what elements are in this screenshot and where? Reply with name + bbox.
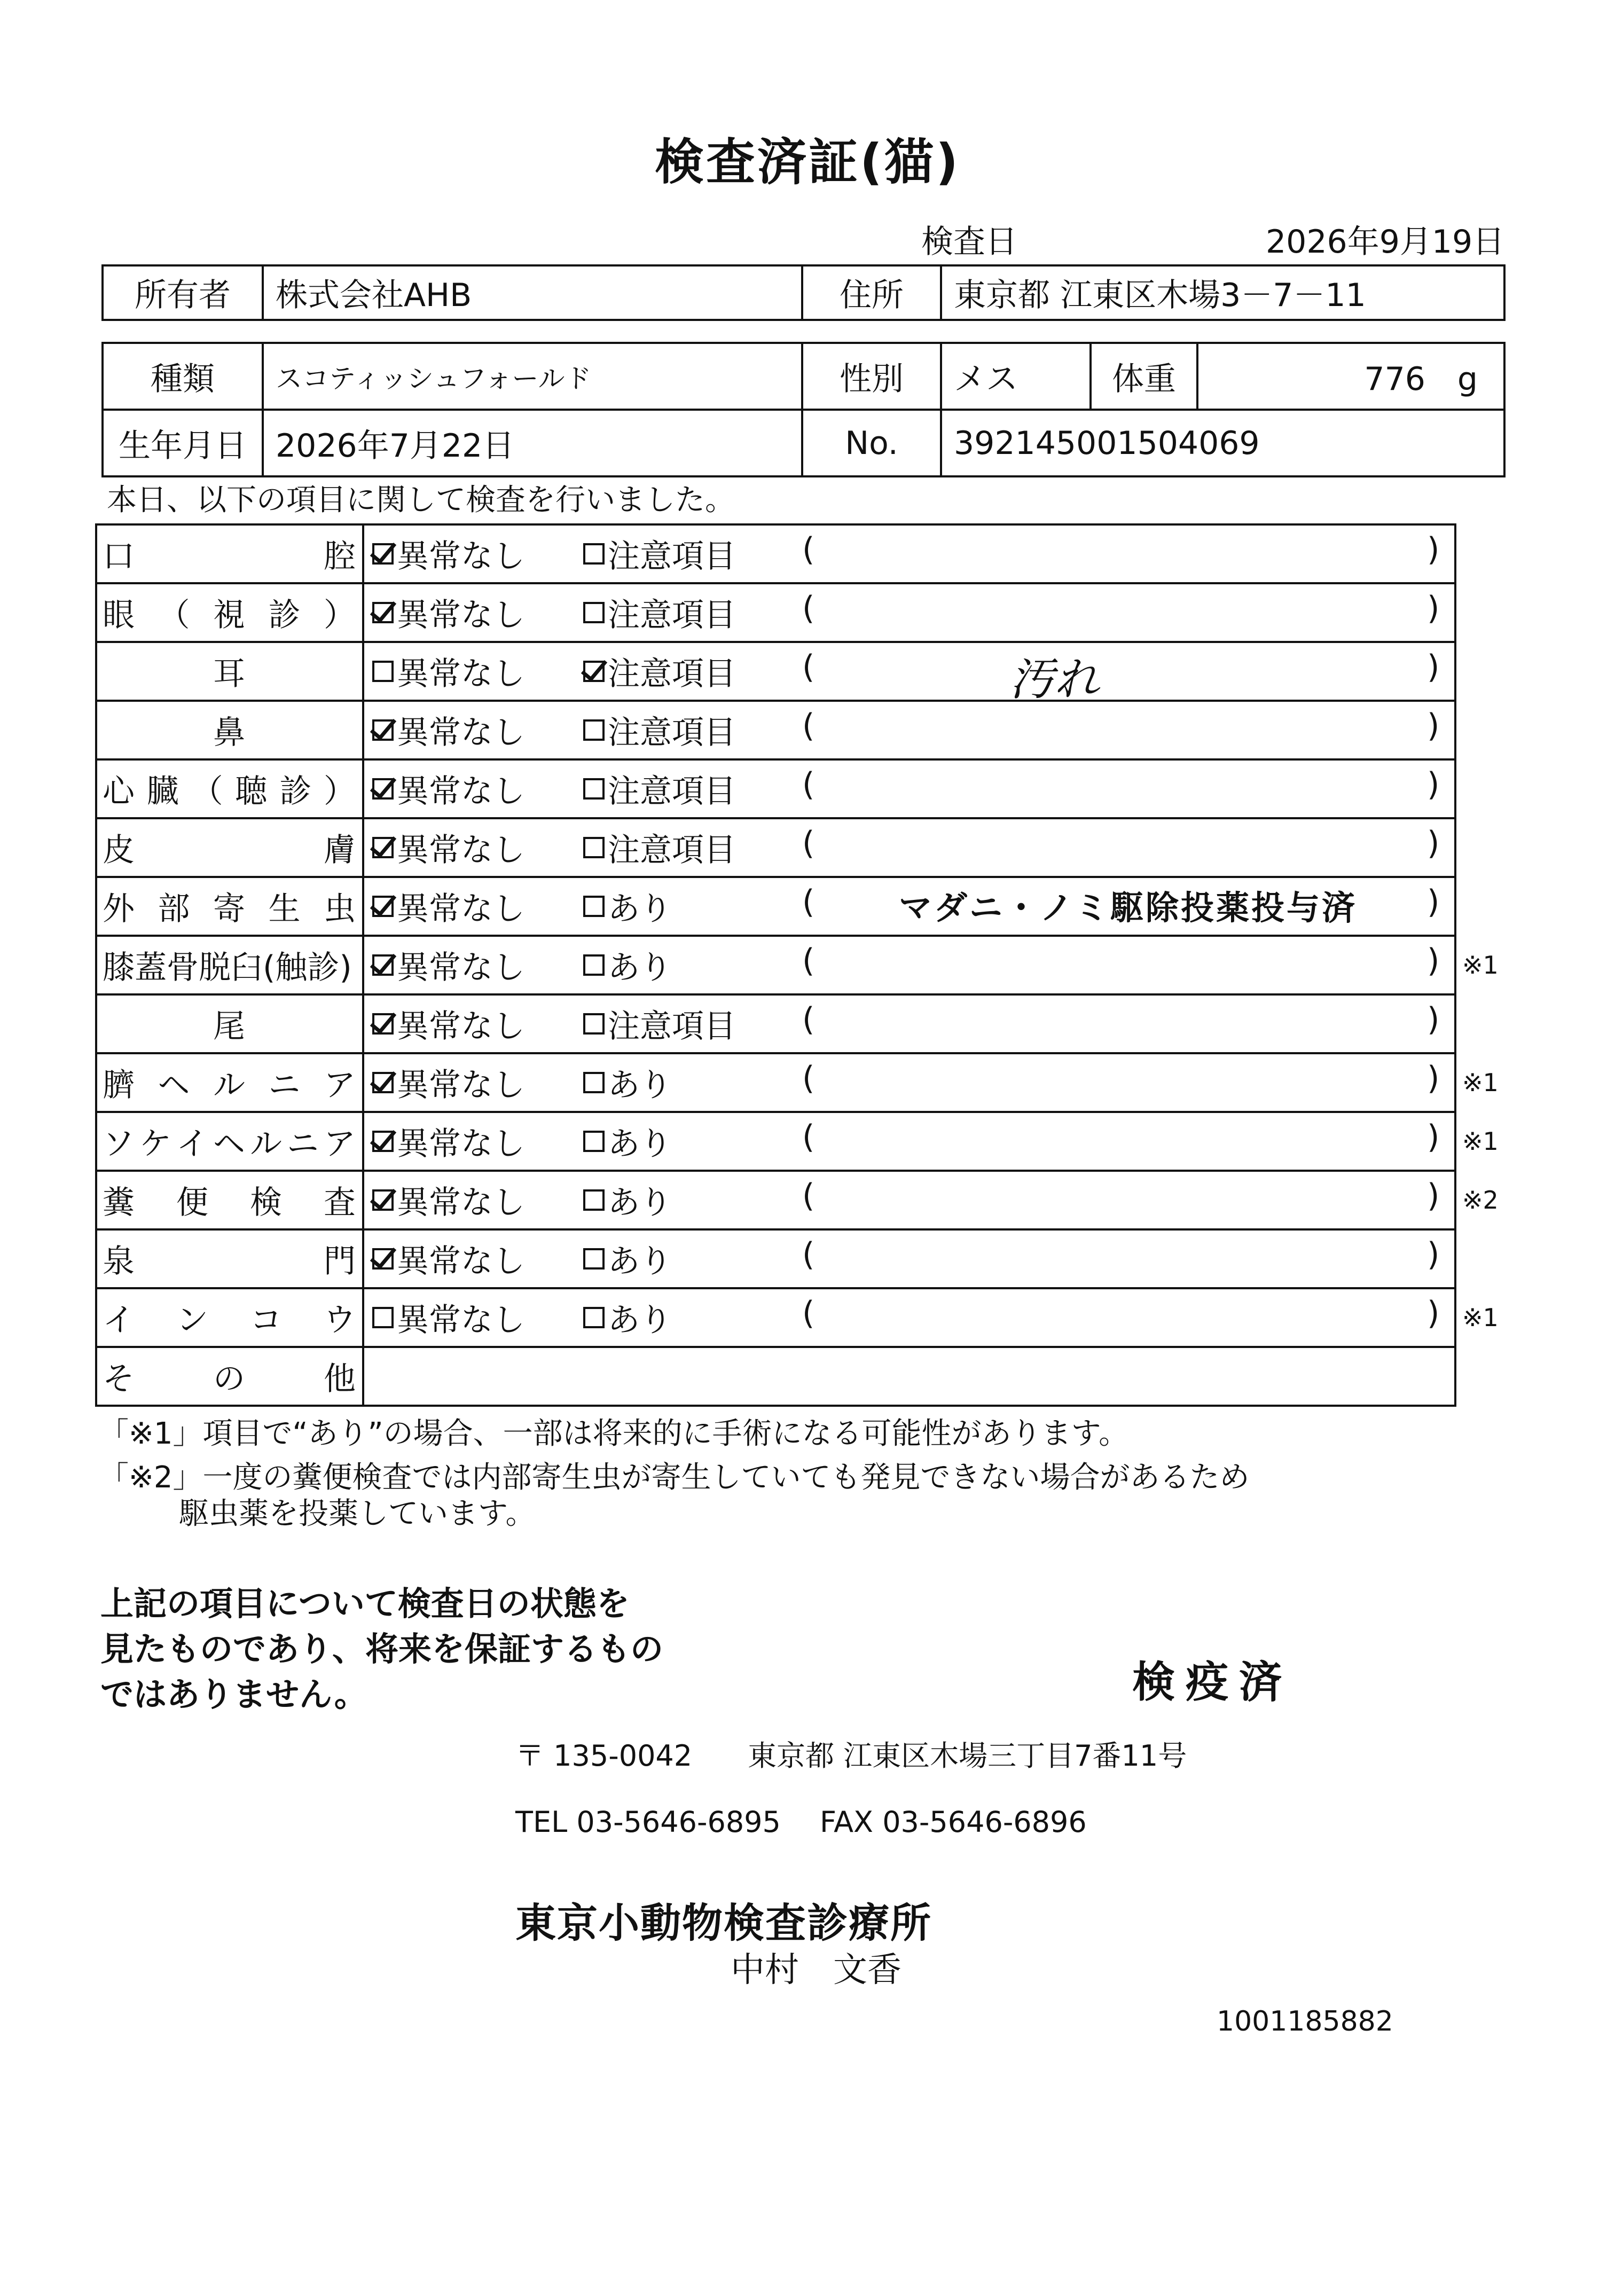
checkbox-icon[interactable] [372, 1307, 394, 1328]
note-close-paren: ) [1427, 648, 1440, 686]
normal-option[interactable] [372, 942, 525, 988]
owner-label: 所有者 [103, 265, 263, 320]
inspection-row [96, 1288, 1455, 1347]
note-open-paren: ( [802, 707, 815, 745]
document-title: 検査済証(猫) [654, 134, 961, 191]
attention-option[interactable] [583, 1295, 672, 1341]
inspection-result [363, 818, 1455, 877]
address-value: 東京都 江東区木場3－7－11 [941, 265, 1504, 320]
attention-option[interactable] [583, 1177, 672, 1223]
checkbox-icon[interactable] [372, 1189, 394, 1211]
note-open-paren: ( [802, 766, 815, 803]
inspection-row [96, 642, 1455, 701]
exam-date-label: 検査日 [921, 223, 1017, 261]
normal-option[interactable] [372, 1295, 525, 1341]
item-name-text: 眼 （ 視 診 ） [103, 597, 356, 634]
footnote-2-cont: 駆虫薬を投薬しています。 [179, 1496, 536, 1531]
inspection-result [363, 701, 1455, 759]
disclaimer [100, 1581, 663, 1717]
attention-label: あり [608, 949, 672, 986]
inspection-item-name [96, 524, 363, 583]
attention-label: 注意項目 [608, 655, 736, 693]
checkbox-icon[interactable] [583, 1013, 605, 1035]
item-reference-mark: ※1 [1462, 1068, 1499, 1097]
normal-option[interactable] [372, 1177, 525, 1223]
normal-option[interactable] [372, 1236, 525, 1282]
clinic-fax: FAX 03-5646-6896 [820, 1805, 1087, 1839]
checkbox-icon[interactable] [583, 1307, 605, 1328]
note-close-paren: ) [1427, 825, 1440, 862]
normal-label: 異常なし [397, 1302, 525, 1339]
inspection-row [96, 1229, 1455, 1288]
owner-value: 株式会社AHB [263, 265, 802, 320]
attention-label: あり [608, 1243, 672, 1280]
note-open-paren: ( [802, 648, 815, 686]
note-open-paren: ( [802, 1177, 815, 1214]
note-open-paren: ( [802, 825, 815, 862]
inspection-row [96, 818, 1455, 877]
inspection-row [96, 1053, 1455, 1112]
item-name-text: 皮 膚 [103, 832, 356, 869]
attention-option[interactable] [583, 531, 736, 577]
normal-option[interactable] [372, 883, 525, 929]
inspection-item-name [96, 583, 363, 642]
item-name-text: 口 腔 [103, 538, 356, 575]
doctor-name: 中村 文香 [731, 1950, 901, 1990]
checkbox-icon[interactable] [583, 1248, 605, 1270]
normal-label: 異常なし [397, 1125, 525, 1163]
breed-label: 種類 [103, 343, 263, 410]
footnote-2: 「※2」一度の糞便検査では内部寄生虫が寄生していても発見できない場合があるため [99, 1460, 1250, 1495]
inspection-row [96, 994, 1455, 1053]
checkbox-icon[interactable] [372, 954, 394, 976]
no-label: No. [802, 410, 941, 476]
attention-option[interactable] [583, 1060, 672, 1106]
animal-table [101, 342, 1506, 477]
footnote-1: 「※1」項目で“あり”の場合、一部は将来的に手術になる可能性があります。 [99, 1416, 1129, 1451]
postal-code: 〒 135-0042 [515, 1739, 693, 1773]
attention-option[interactable] [583, 1118, 672, 1164]
inspection-result [363, 642, 1455, 701]
normal-option[interactable] [372, 531, 525, 577]
attention-label: あり [608, 1302, 672, 1339]
normal-option[interactable] [372, 1060, 525, 1106]
attention-option[interactable] [583, 825, 736, 871]
inspection-item-name [96, 759, 363, 818]
attention-option[interactable] [583, 883, 672, 929]
checkbox-icon[interactable] [583, 719, 605, 741]
inspection-result [363, 1229, 1455, 1288]
normal-label: 異常なし [397, 1184, 525, 1221]
inspection-item-name [96, 1112, 363, 1171]
normal-label: 異常なし [397, 832, 525, 869]
item-name-text: 膝蓋骨脱臼(触診) [103, 949, 352, 986]
note-close-paren: ) [1427, 1295, 1440, 1332]
inspection-item-name [96, 994, 363, 1053]
normal-option[interactable] [372, 707, 525, 753]
item-name-text: イ ン コ ウ [103, 1302, 356, 1339]
note-open-paren: ( [802, 1001, 815, 1038]
inspection-item-name [96, 818, 363, 877]
handwritten-ear-note: 汚れ [1009, 653, 1100, 706]
inspection-row [96, 877, 1455, 936]
checkbox-icon[interactable] [372, 719, 394, 741]
checkbox-icon[interactable] [583, 1072, 605, 1093]
disclaimer-line-3: ではありません。 [100, 1675, 367, 1714]
normal-label: 異常なし [397, 538, 525, 575]
attention-label: あり [608, 1125, 672, 1163]
attention-option[interactable] [583, 942, 672, 988]
note-close-paren: ) [1427, 1177, 1440, 1214]
attention-option[interactable] [583, 1001, 736, 1047]
weight-label: 体重 [1091, 343, 1197, 410]
note-open-paren: ( [802, 531, 815, 568]
other-value[interactable] [363, 1347, 1455, 1406]
inspection-item-name [96, 642, 363, 701]
normal-option[interactable] [372, 648, 525, 694]
note-close-paren: ) [1427, 883, 1440, 921]
note-close-paren: ) [1427, 1060, 1440, 1097]
attention-label: 注意項目 [608, 1008, 736, 1045]
address-label: 住所 [802, 265, 941, 320]
checkbox-icon[interactable] [583, 602, 605, 623]
clinic-name: 東京小動物検査診療所 [515, 1899, 932, 1947]
weight-value: 776 g [1197, 343, 1504, 410]
sex-label: 性別 [802, 343, 941, 410]
normal-label: 異常なし [397, 1243, 525, 1280]
inspection-row [96, 1112, 1455, 1171]
checkbox-icon[interactable] [583, 661, 605, 682]
normal-label: 異常なし [397, 1067, 525, 1104]
checkbox-icon[interactable] [583, 954, 605, 976]
checkbox-icon[interactable] [372, 896, 394, 917]
item-name-text: 心 臓 （ 聴 診 ） [103, 773, 356, 810]
exam-date: 2026年9月19日 [1266, 223, 1505, 261]
attention-label: 注意項目 [608, 597, 736, 634]
serial-number: 1001185882 [1217, 2005, 1393, 2038]
note-close-paren: ) [1427, 766, 1440, 803]
checkbox-icon[interactable] [372, 1072, 394, 1093]
note-close-paren: ) [1427, 942, 1440, 979]
item-reference-mark: ※1 [1462, 951, 1499, 979]
item-name-text: 耳 [213, 655, 245, 693]
item-name-text: 尾 [213, 1008, 245, 1045]
intro-text: 本日、以下の項目に関して検査を行いました。 [107, 483, 735, 518]
note-close-paren: ) [1427, 590, 1440, 627]
inspection-item-name [96, 1229, 363, 1288]
attention-label: あり [608, 1067, 672, 1104]
item-name-text: 臍 ヘ ル ニ ア [103, 1067, 356, 1104]
normal-option[interactable] [372, 590, 525, 636]
note-close-paren: ) [1427, 531, 1440, 568]
normal-label: 異常なし [397, 949, 525, 986]
note-open-paren: ( [802, 1118, 815, 1156]
item-reference-mark: ※2 [1462, 1186, 1499, 1214]
checkbox-icon[interactable] [583, 543, 605, 565]
normal-label: 異常なし [397, 655, 525, 693]
item-name-text: 鼻 [213, 714, 245, 751]
normal-option[interactable] [372, 766, 525, 812]
normal-label: 異常なし [397, 714, 525, 751]
inspection-result [363, 1112, 1455, 1171]
inspection-result [363, 759, 1455, 818]
breed-value: スコティッシュフォールド [263, 343, 802, 410]
item-name-text: 糞 便 検 査 [103, 1184, 356, 1221]
normal-option[interactable] [372, 1118, 525, 1164]
quarantine-stamp: 検疫済 [1132, 1657, 1292, 1707]
inspection-row [96, 583, 1455, 642]
checkbox-icon[interactable] [372, 778, 394, 800]
inspection-item-name [96, 1171, 363, 1229]
inspection-item-name [96, 877, 363, 936]
item-reference-mark: ※1 [1462, 1127, 1499, 1156]
note-close-paren: ) [1427, 707, 1440, 745]
checkbox-icon[interactable] [372, 1131, 394, 1152]
clinic-tel: TEL 03-5646-6895 [515, 1805, 781, 1839]
checkbox-icon[interactable] [583, 1131, 605, 1152]
attention-option[interactable] [583, 1236, 672, 1282]
checkbox-icon[interactable] [372, 602, 394, 623]
note-close-paren: ) [1427, 1236, 1440, 1273]
inspection-result [363, 877, 1455, 936]
inspection-result [363, 1053, 1455, 1112]
note-close-paren: ) [1427, 1001, 1440, 1038]
inspection-row [96, 1171, 1455, 1229]
item-name-text: ソ ケ イ ヘ ル ニ ア [103, 1125, 356, 1163]
note-open-paren: ( [802, 1295, 815, 1332]
note-open-paren: ( [802, 1236, 815, 1273]
checkbox-icon[interactable] [372, 1013, 394, 1035]
attention-label: 注意項目 [608, 832, 736, 869]
inspection-item-name [96, 936, 363, 994]
inspection-row [96, 701, 1455, 759]
attention-label: 注意項目 [608, 773, 736, 810]
item-name-text: 泉 門 [103, 1243, 356, 1280]
other-row [96, 1347, 1455, 1406]
note-close-paren: ) [1427, 1118, 1440, 1156]
item-note: マダニ・ノミ駆除投薬投与済 [898, 888, 1357, 927]
normal-label: 異常なし [397, 890, 525, 928]
normal-label: 異常なし [397, 773, 525, 810]
normal-option[interactable] [372, 825, 525, 871]
note-open-paren: ( [802, 942, 815, 979]
inspection-row [96, 936, 1455, 994]
inspection-result [363, 524, 1455, 583]
normal-label: 異常なし [397, 597, 525, 634]
inspection-result [363, 1171, 1455, 1229]
disclaimer-line-1: 上記の項目について検査日の状態を [100, 1584, 630, 1623]
note-open-paren: ( [802, 590, 815, 627]
normal-label: 異常なし [397, 1008, 525, 1045]
owner-table [101, 264, 1506, 321]
inspection-table [95, 523, 1456, 1407]
checkbox-icon[interactable] [583, 896, 605, 917]
item-reference-mark: ※1 [1462, 1303, 1499, 1332]
inspection-item-name [96, 701, 363, 759]
inspection-row [96, 524, 1455, 583]
attention-label: あり [608, 890, 672, 928]
attention-option[interactable] [583, 707, 736, 753]
note-open-paren: ( [802, 883, 815, 921]
inspection-result [363, 583, 1455, 642]
checkbox-icon[interactable] [372, 543, 394, 565]
inspection-item-name [96, 1053, 363, 1112]
attention-option[interactable] [583, 766, 736, 812]
inspection-result [363, 1288, 1455, 1347]
disclaimer-line-2: 見たものであり、将来を保証するもの [100, 1629, 664, 1668]
birth-value: 2026年7月22日 [263, 410, 802, 476]
attention-label: 注意項目 [608, 714, 736, 751]
checkbox-icon[interactable] [583, 837, 605, 858]
attention-option[interactable] [583, 648, 736, 694]
checkbox-icon[interactable] [583, 1189, 605, 1211]
item-name-text: 外 部 寄 生 虫 [103, 890, 356, 928]
normal-option[interactable] [372, 1001, 525, 1047]
checkbox-icon[interactable] [583, 778, 605, 800]
attention-option[interactable] [583, 590, 736, 636]
other-label: そ の 他 [103, 1360, 356, 1398]
inspection-item-name [96, 1288, 363, 1347]
inspection-result [363, 936, 1455, 994]
checkbox-icon[interactable] [372, 837, 394, 858]
birth-label: 生年月日 [103, 410, 263, 476]
clinic-address: 東京都 江東区木場三丁目7番11号 [748, 1739, 1187, 1773]
attention-label: 注意項目 [608, 538, 736, 575]
note-open-paren: ( [802, 1060, 815, 1097]
inspection-result [363, 994, 1455, 1053]
inspection-row [96, 759, 1455, 818]
checkbox-icon[interactable] [372, 1248, 394, 1270]
checkbox-icon[interactable] [372, 661, 394, 682]
no-value: 392145001504069 [941, 410, 1504, 476]
attention-label: あり [608, 1184, 672, 1221]
sex-value: メス [941, 343, 1091, 410]
